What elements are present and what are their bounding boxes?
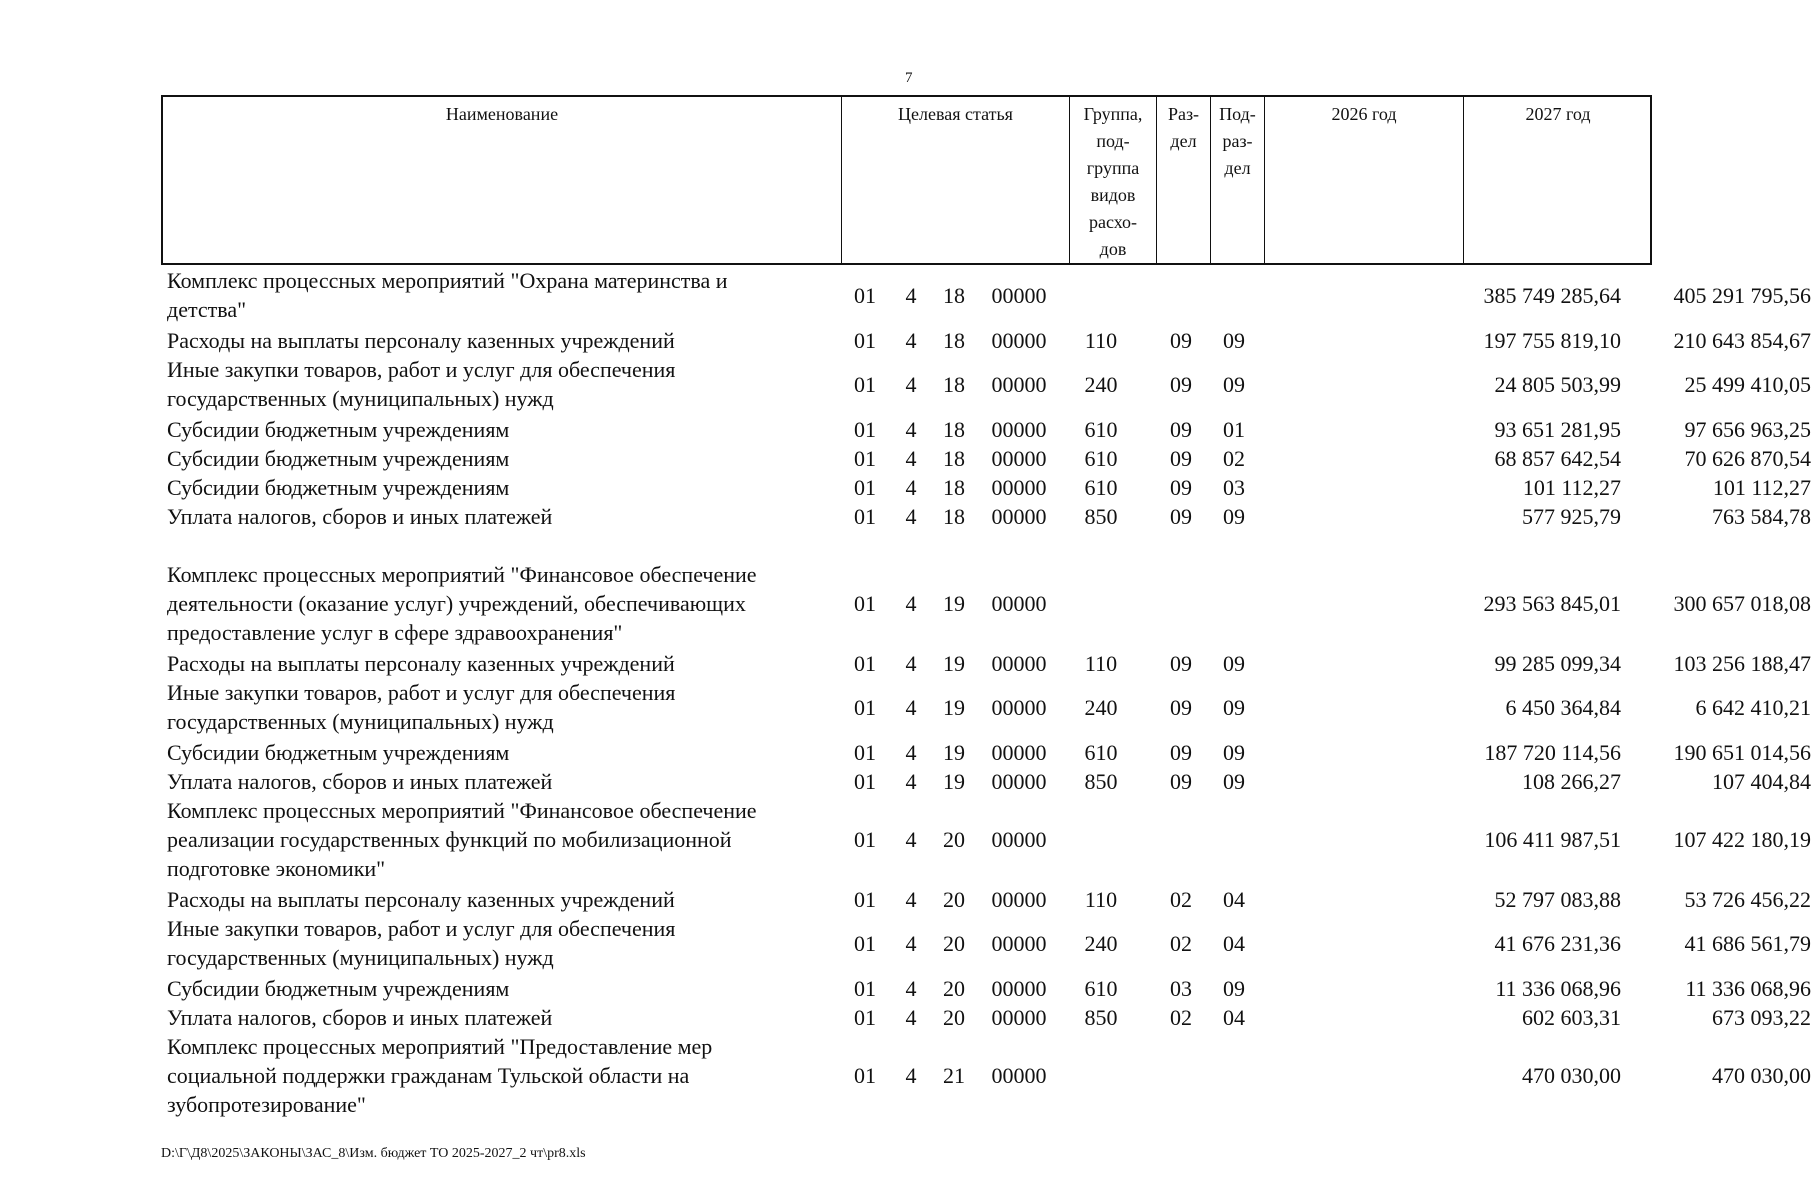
row-name [167,266,827,324]
target-code-1: 01 [854,591,876,616]
target-code-1: 01 [854,446,876,471]
target-code-3: 21 [943,1063,965,1088]
target-code-2: 4 [905,887,917,912]
amount-2027: 405 291 795,56 [1673,282,1811,308]
table-row [161,444,1811,473]
row-name [167,974,827,1003]
target-code-2: 4 [905,371,917,397]
table-row [161,1032,1811,1119]
header-year-2027-label: 2027 год [1525,104,1591,124]
target-code-4: 00000 [991,1063,1047,1088]
target-code-4: 00000 [991,651,1047,676]
row-name-line: Субсидии бюджетным учреждениям [167,740,510,765]
target-code-4: 00000 [991,930,1047,956]
row-name [167,767,827,796]
table-row [161,649,1811,678]
target-code-3: 18 [943,475,965,500]
section-code: 09 [1170,651,1192,676]
amount-2027: 470 030,00 [1712,1063,1811,1088]
table-row [161,796,1811,883]
amount-2027: 300 657 018,08 [1673,591,1811,616]
expense-group: 850 [1084,1005,1118,1030]
amount-2027: 763 584,78 [1712,504,1811,529]
amount-2026: 108 266,27 [1522,769,1621,794]
section-code: 09 [1170,371,1192,397]
row-name-line: детства" [167,297,247,322]
amount-2027: 210 643 854,67 [1673,328,1811,353]
target-code-2: 4 [905,769,917,794]
header-section-line: Раз- [1167,104,1200,124]
target-code-1: 01 [854,740,876,765]
section-code: 09 [1170,328,1192,353]
section-code: 02 [1170,930,1192,956]
target-code-3: 18 [943,417,965,442]
amount-2027: 41 686 561,79 [1684,930,1811,956]
header-group-line: под- [1096,131,1130,151]
amount-2026: 24 805 503,99 [1494,371,1621,397]
subsection-code: 09 [1223,371,1245,397]
header-subsection-line: раз- [1222,131,1253,151]
subsection-code: 09 [1223,504,1245,529]
row-name [167,649,827,678]
header-group-line: группа [1086,158,1140,178]
amount-2027: 107 404,84 [1712,769,1811,794]
target-code-3: 19 [943,694,965,720]
amount-2026: 385 749 285,64 [1483,282,1621,308]
target-code-4: 00000 [991,976,1047,1001]
table-row [161,355,1811,413]
amount-2027: 107 422 180,19 [1673,827,1811,852]
row-name-line: государственных (муниципальных) нужд [167,386,554,411]
target-code-2: 4 [905,651,917,676]
row-name [167,1032,827,1119]
header-group-line: расхо- [1088,212,1138,232]
amount-2027: 53 726 456,22 [1684,887,1811,912]
header-name-label: Наименование [445,104,559,124]
header-target [841,97,1069,263]
row-name-line: государственных (муниципальных) нужд [167,945,554,970]
target-code-1: 01 [854,694,876,720]
target-code-2: 4 [905,417,917,442]
table-row [161,767,1811,796]
row-name [167,885,827,914]
row-name-line: Субсидии бюджетным учреждениям [167,417,510,442]
section-code: 09 [1170,446,1192,471]
section-code: 09 [1170,769,1192,794]
subsection-code: 04 [1223,1005,1245,1030]
target-code-2: 4 [905,827,917,852]
expense-group: 110 [1084,651,1118,676]
target-code-3: 20 [943,827,965,852]
subsection-code: 01 [1223,417,1245,442]
table-row [161,473,1811,502]
amount-2026: 577 925,79 [1522,504,1621,529]
target-code-3: 19 [943,591,965,616]
row-name [167,444,827,473]
table-row [161,974,1811,1003]
header-group [1069,97,1156,263]
row-name [167,560,827,647]
section-code: 09 [1170,504,1192,529]
table-row [161,885,1811,914]
target-code-4: 00000 [991,504,1047,529]
row-name-line: Уплата налогов, сборов и иных платежей [167,769,553,794]
target-code-4: 00000 [991,475,1047,500]
target-code-4: 00000 [991,694,1047,720]
row-name [167,678,827,736]
table-header [161,95,1652,265]
target-code-3: 19 [943,740,965,765]
expense-group: 850 [1084,769,1118,794]
amount-2027: 11 336 068,96 [1685,976,1811,1001]
row-name-line: реализации государственных функций по мобилизационной [167,827,732,852]
target-code-2: 4 [905,1063,917,1088]
target-code-1: 01 [854,887,876,912]
amount-2027: 97 656 963,25 [1684,417,1811,442]
table-row [161,914,1811,972]
target-code-4: 00000 [991,446,1047,471]
amount-2026: 197 755 819,10 [1483,328,1621,353]
target-code-3: 18 [943,282,965,308]
target-code-2: 4 [905,740,917,765]
row-name [167,914,827,972]
amount-2027: 70 626 870,54 [1684,446,1811,471]
target-code-1: 01 [854,930,876,956]
section-code: 09 [1170,694,1192,720]
section-code: 09 [1170,740,1192,765]
row-name-line: Иные закупки товаров, работ и услуг для обеспечения [167,357,676,382]
page-number: 7 [905,70,913,86]
target-code-2: 4 [905,475,917,500]
header-section [1156,97,1210,263]
header-section-line: дел [1170,131,1197,151]
row-name-line: Иные закупки товаров, работ и услуг для обеспечения [167,916,676,941]
amount-2026: 52 797 083,88 [1494,887,1621,912]
header-target-label: Целевая статья [898,104,1013,124]
amount-2026: 6 450 364,84 [1505,694,1621,720]
row-name-line: Иные закупки товаров, работ и услуг для обеспечения [167,680,676,705]
target-code-1: 01 [854,282,876,308]
expense-group: 610 [1084,475,1118,500]
expense-group: 110 [1084,328,1118,353]
table-row [161,738,1811,767]
expense-group: 240 [1084,371,1118,397]
row-name [167,796,827,883]
amount-2026: 106 411 987,51 [1484,827,1621,852]
amount-2027: 190 651 014,56 [1673,740,1811,765]
row-name [167,355,827,413]
header-group-line: Группа, [1083,104,1143,124]
amount-2026: 41 676 231,36 [1494,930,1621,956]
subsection-code: 04 [1223,930,1245,956]
target-code-1: 01 [854,1005,876,1030]
row-name-line: Субсидии бюджетным учреждениям [167,475,510,500]
table-row [161,560,1811,647]
row-name-line: Комплекс процессных мероприятий "Финансовое обеспечение [167,798,757,823]
target-code-2: 4 [905,976,917,1001]
target-code-1: 01 [854,827,876,852]
row-name-line: государственных (муниципальных) нужд [167,709,554,734]
row-name-line: Субсидии бюджетным учреждениям [167,976,510,1001]
target-code-2: 4 [905,591,917,616]
expense-group: 610 [1084,976,1118,1001]
amount-2026: 187 720 114,56 [1484,740,1621,765]
target-code-2: 4 [905,1005,917,1030]
amount-2027: 101 112,27 [1712,475,1811,500]
expense-group: 850 [1084,504,1118,529]
amount-2026: 93 651 281,95 [1494,417,1621,442]
target-code-4: 00000 [991,591,1047,616]
row-name-line: Расходы на выплаты персоналу казенных учреждений [167,651,675,676]
target-code-1: 01 [854,328,876,353]
row-name [167,738,827,767]
subsection-code: 09 [1223,694,1245,720]
row-name-line: зубопротезирование" [167,1092,366,1117]
expense-group: 240 [1084,930,1118,956]
target-code-1: 01 [854,1063,876,1088]
section-code: 02 [1170,887,1192,912]
row-name-line: Уплата налогов, сборов и иных платежей [167,1005,553,1030]
table-row [161,1003,1811,1032]
target-code-4: 00000 [991,371,1047,397]
target-code-2: 4 [905,930,917,956]
target-code-1: 01 [854,371,876,397]
row-name [167,1003,827,1032]
target-code-1: 01 [854,417,876,442]
target-code-3: 19 [943,769,965,794]
header-name [163,97,841,263]
row-name-line: Субсидии бюджетным учреждениям [167,446,510,471]
target-code-3: 19 [943,651,965,676]
amount-2026: 602 603,31 [1522,1005,1621,1030]
target-code-2: 4 [905,504,917,529]
target-code-3: 20 [943,976,965,1001]
target-code-4: 00000 [991,328,1047,353]
subsection-code: 09 [1223,769,1245,794]
subsection-code: 02 [1223,446,1245,471]
row-name-line: Комплекс процессных мероприятий "Финансовое обеспечение [167,562,757,587]
target-code-4: 00000 [991,827,1047,852]
row-name-line: Расходы на выплаты персоналу казенных учреждений [167,328,675,353]
target-code-2: 4 [905,694,917,720]
row-name-line: деятельности (оказание услуг) учреждений, обеспечивающих [167,591,746,616]
target-code-3: 18 [943,504,965,529]
amount-2026: 293 563 845,01 [1483,591,1621,616]
amount-2026: 99 285 099,34 [1494,651,1621,676]
row-name [167,502,827,531]
table-row [161,502,1811,531]
expense-group: 610 [1084,740,1118,765]
target-code-4: 00000 [991,282,1047,308]
target-code-3: 20 [943,887,965,912]
header-group-line: дов [1099,239,1127,259]
row-name-line: социальной поддержки гражданам Тульской области на [167,1063,690,1088]
row-name [167,415,827,444]
target-code-2: 4 [905,282,917,308]
row-name-line: подготовке экономики" [167,856,386,881]
amount-2027: 6 642 410,21 [1695,694,1811,720]
header-group-line: видов [1090,185,1136,205]
target-code-4: 00000 [991,417,1047,442]
target-code-1: 01 [854,504,876,529]
subsection-code: 09 [1223,740,1245,765]
amount-2026: 470 030,00 [1522,1063,1621,1088]
target-code-4: 00000 [991,740,1047,765]
row-name-line: предоставление услуг в сфере здравоохранения" [167,620,623,645]
target-code-4: 00000 [991,1005,1047,1030]
expense-group: 610 [1084,446,1118,471]
subsection-code: 03 [1223,475,1245,500]
row-name [167,326,827,355]
expense-group: 240 [1084,694,1118,720]
amount-2027: 25 499 410,05 [1684,371,1811,397]
row-name-line: Расходы на выплаты персоналу казенных учреждений [167,887,675,912]
header-subsection-line: дел [1224,158,1251,178]
target-code-2: 4 [905,328,917,353]
target-code-3: 18 [943,328,965,353]
header-subsection-line: Под- [1219,104,1256,124]
target-code-3: 18 [943,371,965,397]
row-name-line: Уплата налогов, сборов и иных платежей [167,504,553,529]
amount-2026: 11 336 068,96 [1495,976,1621,1001]
header-subsection [1210,97,1264,263]
amount-2027: 673 093,22 [1712,1005,1811,1030]
section-code: 09 [1170,475,1192,500]
subsection-code: 04 [1223,887,1245,912]
header-year-2026-label: 2026 год [1331,104,1397,124]
section-code: 09 [1170,417,1192,442]
target-code-3: 18 [943,446,965,471]
target-code-2: 4 [905,446,917,471]
row-name-line: Комплекс процессных мероприятий "Охрана материнства и [167,268,728,293]
subsection-code: 09 [1223,328,1245,353]
subsection-code: 09 [1223,976,1245,1001]
table-row [161,678,1811,736]
section-code: 03 [1170,976,1192,1001]
expense-group: 610 [1084,417,1118,442]
file-path-footer: D:\Г\Д8\2025\ЗАКОНЫ\ЗАС_8\Изм. бюджет ТО 2025-2027_2 чт\pr8.xls [161,1146,586,1161]
section-code: 02 [1170,1005,1192,1030]
table-row [161,415,1811,444]
expense-group: 110 [1084,887,1118,912]
target-code-1: 01 [854,651,876,676]
target-code-1: 01 [854,475,876,500]
target-code-4: 00000 [991,769,1047,794]
target-code-4: 00000 [991,887,1047,912]
table-row [161,326,1811,355]
table-row [161,266,1811,324]
target-code-1: 01 [854,976,876,1001]
target-code-1: 01 [854,769,876,794]
subsection-code: 09 [1223,651,1245,676]
header-year-2026 [1264,97,1463,263]
amount-2027: 103 256 188,47 [1673,651,1811,676]
header-year-2027 [1463,97,1652,263]
amount-2026: 68 857 642,54 [1494,446,1621,471]
row-name [167,473,827,502]
target-code-3: 20 [943,930,965,956]
row-name-line: Комплекс процессных мероприятий "Предоставление мер [167,1034,713,1059]
target-code-3: 20 [943,1005,965,1030]
amount-2026: 101 112,27 [1522,475,1621,500]
